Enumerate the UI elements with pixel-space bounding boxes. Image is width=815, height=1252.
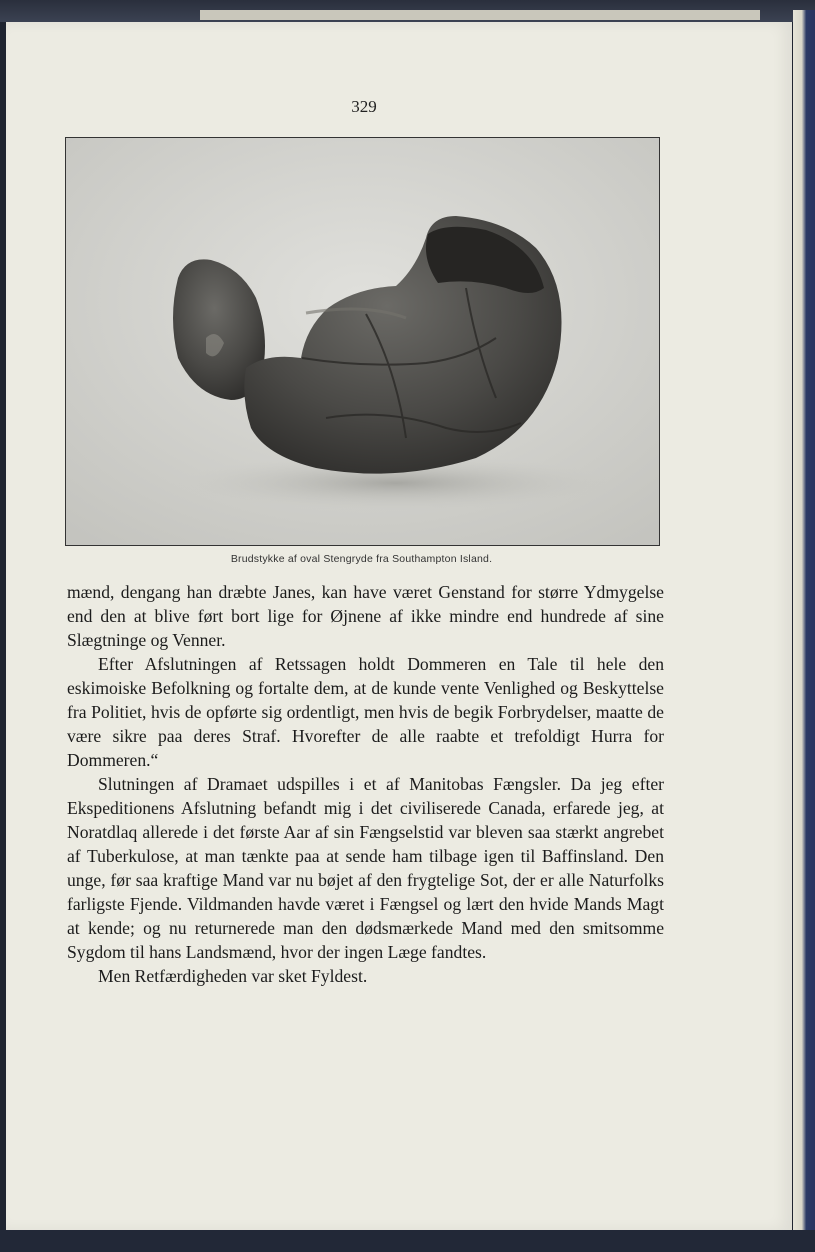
book-edge-bottom [0, 1230, 815, 1252]
stone-pot-fragment-image [66, 138, 659, 545]
book-edge-top [0, 0, 815, 22]
book-spine [793, 10, 815, 1240]
page-number: 329 [351, 97, 377, 116]
paragraph: Men Retfærdigheden var sket Fyldest. [98, 966, 368, 986]
paragraph: Slutningen af Dramaet udspilles i et af Manitobas Fængsler. Da jeg efter Ekspeditionens Afslutning befandt mig i det civiliserede Canada, erfarede jeg, at Noratdlaq allerede i det første Aar af sin Fængselstid var bleven saa stærkt angrebet af Tuberkulose, at man tænkte paa at sende ham tilbage igen til Baffinsland. Den unge, før saa kraftige Mand var nu bøjet af den frygtelige Sot, der er alle Naturfolks farligste Fjende. Vildmanden havde været i Fængsel og lært den hvide Mands Magt at kende; og nu returnerede man den dødsmærkede Mand med den smitsomme Sygdom til hans Landsmænd, hvor der ingen Læge fandtes. [67, 774, 664, 962]
figure-photo [65, 137, 660, 546]
paragraph: mænd, dengang han dræbte Janes, kan have været Genstand for større Ydmygelse end den at blive ført bort lige for Øjnene af ikke mindre end hundrede af sine Slægtninge og Venner. [67, 582, 664, 650]
figure-caption: Brudstykke af oval Stengryde fra Southampton Island. [230, 553, 493, 565]
book-cover-band [200, 10, 760, 20]
paragraph: Efter Afslutningen af Retssagen holdt Dommeren en Tale til hele den eskimoiske Befolkning og fortalte dem, at de kunde vente Venlighed og Beskyttelse fra Politiet, hvis de opførte sig ordentligt, men hvis de begik Forbrydelser, maatte de være sikre paa deres Straf. Hvorefter de alle raabte et trefoldigt Hurra for Dommeren.“ [67, 654, 664, 770]
body-text [67, 580, 664, 988]
book-page [6, 22, 792, 1230]
